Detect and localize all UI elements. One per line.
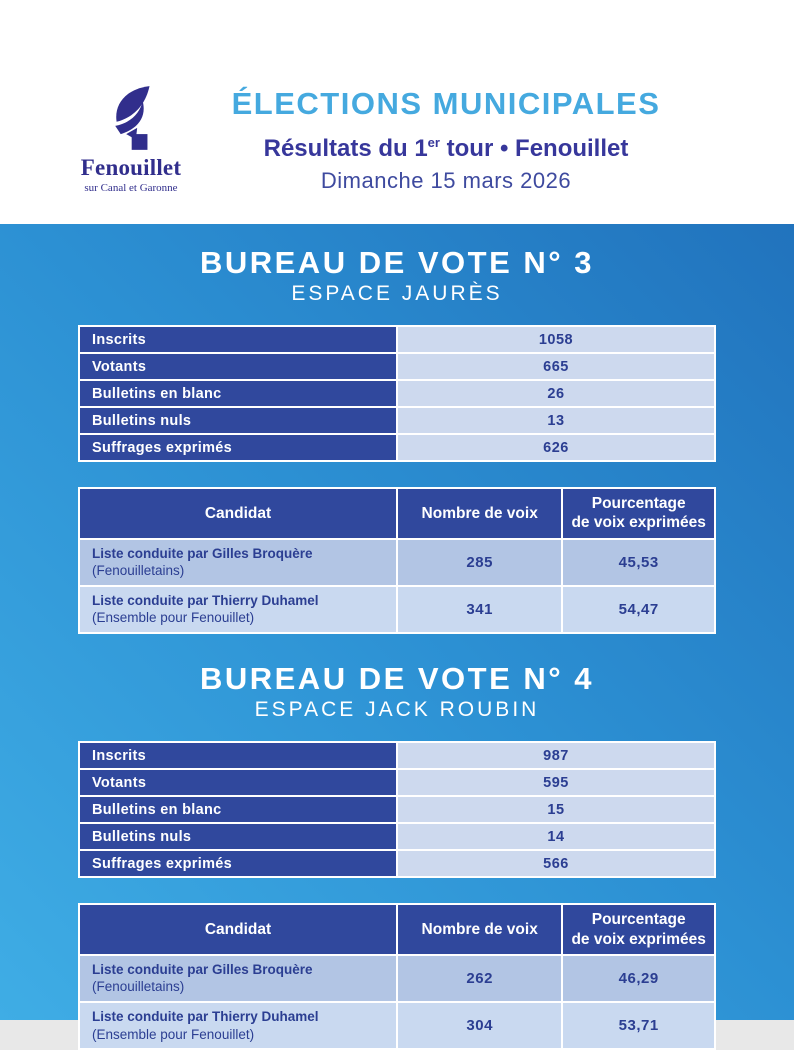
stats-row [79, 823, 715, 850]
candidate-percentage: 46,29 [562, 955, 715, 1002]
stat-label: Votants [79, 353, 397, 380]
percentage-header-line1: Pourcentage [591, 911, 686, 929]
stat-label: Inscrits [79, 742, 397, 769]
candidate-votes: 341 [397, 586, 562, 633]
stat-value: 13 [397, 407, 715, 434]
results-table [78, 487, 716, 634]
header-titles [98, 86, 794, 194]
candidate-list-name: Liste conduite par Thierry Duhamel [92, 592, 319, 608]
results-table [78, 903, 716, 1050]
results-header-row [79, 488, 715, 539]
candidate-party: (Fenouilletains) [92, 563, 185, 579]
percentage-header-line1: Pourcentage [591, 495, 686, 513]
candidate-cell [79, 955, 397, 1002]
candidate-votes: 285 [397, 539, 562, 586]
candidate-row [79, 539, 715, 586]
column-header-percentage [562, 488, 715, 539]
stats-row [79, 796, 715, 823]
stat-value: 26 [397, 380, 715, 407]
header [0, 0, 794, 224]
bureau-section-4 [78, 662, 716, 1050]
candidate-row [79, 586, 715, 633]
logo-name: Fenouillet [80, 155, 182, 180]
bureau-title: BUREAU DE VOTE N° 3 [199, 245, 595, 280]
candidate-cell [79, 586, 397, 633]
stat-value: 1058 [397, 326, 715, 353]
stats-row [79, 769, 715, 796]
page-subtitle [98, 135, 794, 163]
stat-value: 566 [397, 850, 715, 877]
stat-value: 14 [397, 823, 715, 850]
column-header-percentage [562, 904, 715, 955]
candidate-cell [79, 1002, 397, 1049]
percentage-header-line2: de voix exprimées [571, 930, 706, 948]
stat-label: Bulletins nuls [79, 823, 397, 850]
results-body [0, 224, 794, 1042]
candidate-list-name: Liste conduite par Thierry Duhamel [92, 1008, 319, 1024]
stat-label: Votants [79, 769, 397, 796]
subtitle-suffix: tour • Fenouillet [439, 135, 629, 162]
bureau-location: ESPACE JACK ROUBIN [254, 698, 540, 722]
stat-label: Bulletins nuls [79, 407, 397, 434]
column-header-candidate: Candidat [79, 488, 397, 539]
stats-row [79, 380, 715, 407]
stats-row [79, 407, 715, 434]
stats-row [79, 850, 715, 877]
election-date: Dimanche 15 mars 2026 [320, 168, 572, 193]
stat-label: Suffrages exprimés [79, 850, 397, 877]
column-header-votes: Nombre de voix [397, 488, 562, 539]
stat-value: 626 [397, 434, 715, 461]
stats-row [79, 353, 715, 380]
stats-table [78, 325, 716, 462]
stats-row [79, 434, 715, 461]
candidate-percentage: 45,53 [562, 539, 715, 586]
stats-row [79, 326, 715, 353]
stat-label: Bulletins en blanc [79, 380, 397, 407]
candidate-row [79, 1002, 715, 1049]
bureau-title: BUREAU DE VOTE N° 4 [199, 661, 595, 697]
results-header-row [79, 904, 715, 955]
subtitle-superscript: er [427, 135, 440, 150]
stat-value: 665 [397, 353, 715, 380]
candidate-votes: 262 [397, 955, 562, 1002]
candidate-list-name: Liste conduite par Gilles Broquère [92, 961, 313, 977]
stat-label: Inscrits [79, 326, 397, 353]
stat-label: Suffrages exprimés [79, 434, 397, 461]
stat-value: 987 [397, 742, 715, 769]
candidate-votes: 304 [397, 1002, 562, 1049]
candidate-cell [79, 539, 397, 586]
stats-table [78, 741, 716, 878]
column-header-votes: Nombre de voix [397, 904, 562, 955]
page-title: ÉLECTIONS MUNICIPALES [231, 86, 661, 121]
candidate-percentage: 54,47 [562, 586, 715, 633]
candidate-list-name: Liste conduite par Gilles Broquère [92, 545, 313, 561]
stat-label: Bulletins en blanc [79, 796, 397, 823]
bureau-location: ESPACE JAURÈS [291, 282, 503, 306]
subtitle-prefix: Résultats du 1 [263, 135, 428, 162]
logo-tagline: sur Canal et Garonne [84, 182, 178, 194]
bureau-section-3 [78, 246, 716, 634]
stats-row [79, 742, 715, 769]
candidate-row [79, 955, 715, 1002]
candidate-percentage: 53,71 [562, 1002, 715, 1049]
percentage-header-line2: de voix exprimées [571, 514, 706, 532]
column-header-candidate: Candidat [79, 904, 397, 955]
stat-value: 15 [397, 796, 715, 823]
stat-value: 595 [397, 769, 715, 796]
candidate-party: (Ensemble pour Fenouillet) [92, 610, 255, 626]
candidate-party: (Fenouilletains) [92, 979, 185, 995]
candidate-party: (Ensemble pour Fenouillet) [92, 1026, 255, 1042]
